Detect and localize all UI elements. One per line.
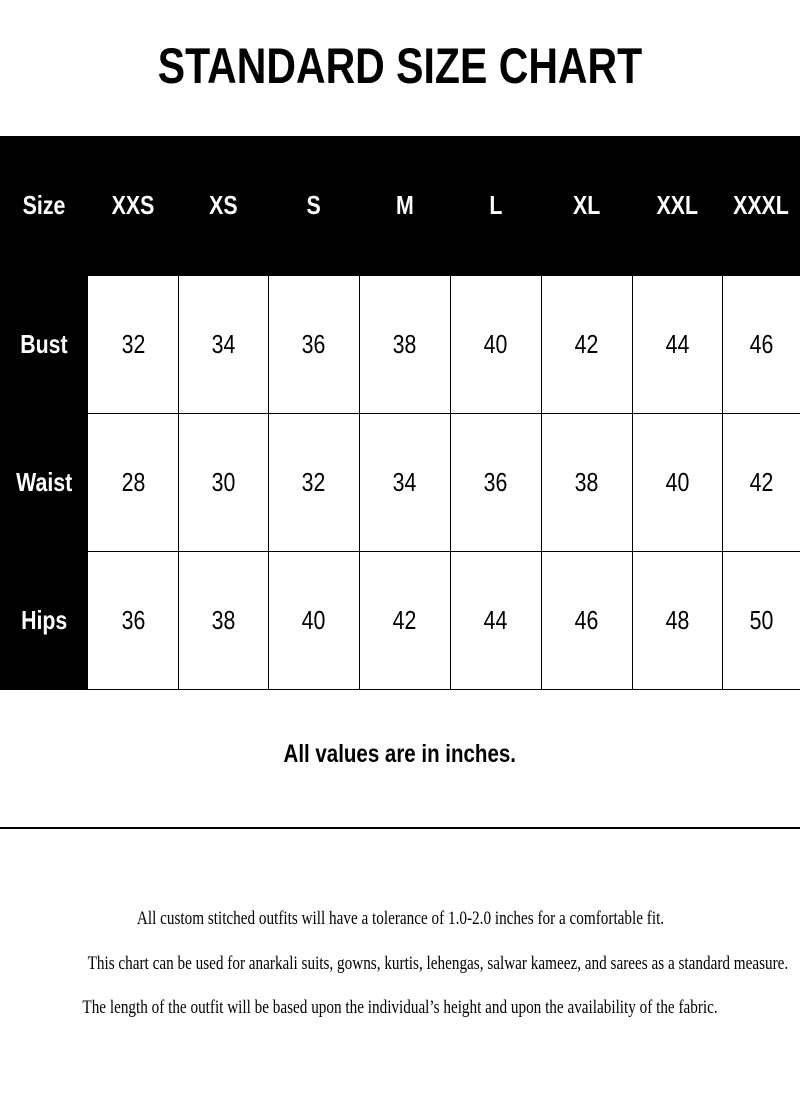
- table-gridline: [359, 275, 360, 690]
- size-column-header: XXS: [111, 190, 155, 220]
- size-header-label: Size: [22, 190, 66, 220]
- size-column-header: XL: [572, 190, 601, 220]
- measurement-value: 36: [483, 466, 508, 497]
- page-title: STANDARD SIZE CHART: [157, 38, 643, 94]
- measurement-value: 38: [574, 466, 599, 497]
- table-gridline: [88, 275, 800, 276]
- measurement-value: 30: [211, 466, 235, 497]
- measurement-value: 46: [749, 328, 773, 359]
- measurement-value: 36: [301, 328, 326, 359]
- footnote-length: The length of the outfit will be based upon the individual’s height and upon the availability of the fabric.: [82, 997, 718, 1018]
- measurement-value: 34: [392, 466, 417, 497]
- table-gridline: [632, 275, 633, 690]
- size-column-header: XS: [208, 190, 238, 220]
- size-column-header: L: [488, 190, 503, 220]
- measurement-value: 40: [301, 605, 326, 635]
- measurement-value: 42: [392, 605, 417, 635]
- measurement-value: 32: [121, 328, 145, 359]
- table-gridline: [88, 413, 800, 414]
- measurement-value: 44: [483, 605, 508, 635]
- measurement-value: 32: [301, 466, 326, 497]
- measurement-value: 34: [211, 328, 235, 359]
- units-note: All values are in inches.: [283, 740, 517, 768]
- measurement-label: Bust: [20, 328, 68, 359]
- measurement-label: Hips: [20, 605, 68, 635]
- size-column-header: XXXL: [733, 190, 789, 220]
- size-column-header: M: [395, 190, 414, 220]
- measurement-value: 46: [574, 605, 599, 635]
- table-gridline: [88, 551, 800, 552]
- measurement-value: 48: [665, 605, 689, 635]
- measurement-value: 50: [749, 605, 773, 635]
- footnote-usage: This chart can be used for anarkali suits, gowns, kurtis, lehengas, salwar kameez, and sarees as a standard measure.: [87, 953, 789, 974]
- table-gridline: [450, 275, 451, 690]
- divider: [0, 827, 800, 829]
- measurement-value: 42: [749, 466, 773, 497]
- table-gridline: [178, 275, 179, 690]
- table-gridline: [268, 275, 269, 690]
- table-gridline: [541, 275, 542, 690]
- measurement-value: 38: [392, 328, 417, 359]
- measurement-value: 40: [665, 466, 689, 497]
- size-column-header: S: [306, 190, 321, 220]
- measurement-value: 28: [121, 466, 145, 497]
- measurement-label: Waist: [15, 466, 73, 497]
- measurement-value: 44: [665, 328, 689, 359]
- footnote-tolerance: All custom stitched outfits will have a tolerance of 1.0-2.0 inches for a comfortable fit.: [136, 908, 664, 929]
- table-gridline: [722, 275, 723, 690]
- measurement-value: 38: [211, 605, 235, 635]
- measurement-value: 42: [574, 328, 599, 359]
- measurement-value: 36: [121, 605, 145, 635]
- measurement-value: 40: [483, 328, 508, 359]
- table-gridline: [88, 689, 800, 690]
- size-column-header: XXL: [656, 190, 698, 220]
